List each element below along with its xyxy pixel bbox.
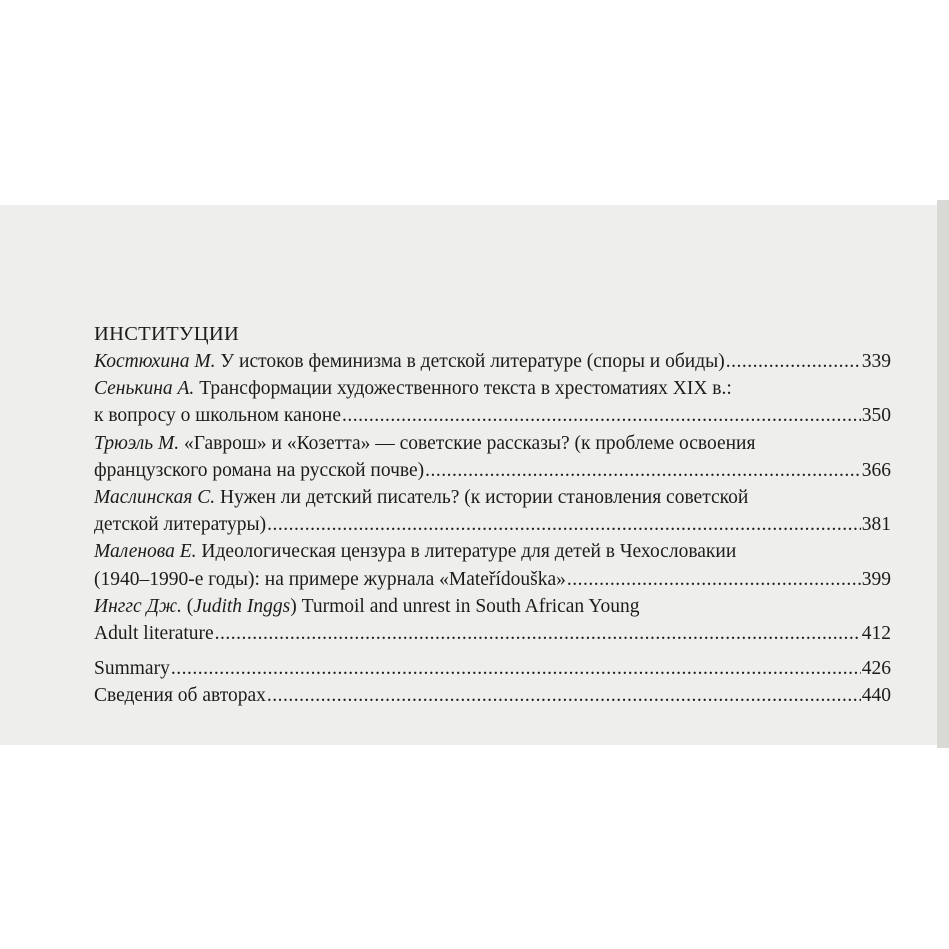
entry-title: «Гаврош» и «Козетта» — советские рассказы? (к проблеме освоения bbox=[183, 432, 756, 454]
dot-leader bbox=[567, 566, 861, 593]
dot-leader bbox=[726, 348, 861, 375]
dot-leader bbox=[171, 655, 861, 682]
toc-entry-malenova bbox=[94, 538, 891, 592]
entry-author-paren-open: ( bbox=[186, 595, 194, 617]
entry-author: Инггс Дж. bbox=[94, 595, 182, 617]
entry-author: Трюэль М. bbox=[94, 432, 180, 454]
entry-page-number: 366 bbox=[861, 459, 891, 481]
page-edge bbox=[937, 200, 949, 748]
entry-page-number: 350 bbox=[861, 405, 891, 427]
entry-page-number: 412 bbox=[861, 623, 891, 645]
dot-leader bbox=[342, 402, 861, 429]
dot-leader bbox=[267, 682, 861, 709]
entry-page-number: 426 bbox=[861, 658, 891, 680]
entry-page-number: 440 bbox=[861, 685, 891, 707]
toc-entry-summary bbox=[94, 655, 891, 682]
entry-author: Маслинская С. bbox=[94, 487, 216, 509]
entry-title-continued: детской литературы) bbox=[94, 514, 267, 536]
entry-page-number: 339 bbox=[861, 351, 891, 372]
toc-entry-senkina bbox=[94, 375, 891, 429]
toc-entry-maslinskaya bbox=[94, 484, 891, 538]
toc-entry-authors-info bbox=[94, 682, 891, 709]
toc-back-matter bbox=[94, 655, 891, 709]
dot-leader bbox=[267, 511, 861, 538]
entry-title: Идеологическая цензура в литературе для детей в Чехословакии bbox=[201, 541, 737, 563]
entry-author-paren-close: ) bbox=[290, 595, 297, 617]
dot-leader bbox=[215, 620, 861, 647]
toc-entry-truel bbox=[94, 430, 891, 484]
table-of-contents bbox=[94, 320, 891, 710]
entry-page-number: 381 bbox=[861, 514, 891, 536]
entry-label: Сведения об авторах bbox=[94, 685, 266, 707]
entry-title: Turmoil and unrest in South African Young bbox=[301, 595, 640, 617]
entry-author: Костюхина М. bbox=[94, 351, 216, 372]
entry-title-continued: французского романа на русской почве) bbox=[94, 459, 425, 481]
dot-leader bbox=[425, 457, 861, 484]
entry-author: Сенькина А. bbox=[94, 378, 195, 400]
toc-entry-kostyukhina bbox=[94, 348, 891, 375]
entry-title: Трансформации художественного текста в хрестоматиях XIX в.: bbox=[199, 378, 732, 400]
toc-entry-inggs bbox=[94, 593, 891, 647]
entry-title-continued: Adult literature bbox=[94, 623, 214, 645]
entry-title: Нужен ли детский писатель? (к истории становления советской bbox=[220, 487, 749, 509]
entry-author-alt: Judith Inggs bbox=[193, 595, 291, 617]
entry-title-continued: к вопросу о школьном каноне bbox=[94, 405, 341, 427]
entry-author: Маленова Е. bbox=[94, 541, 197, 563]
section-title: ИНСТИТУЦИИ bbox=[94, 323, 240, 345]
entry-label: Summary bbox=[94, 658, 170, 680]
entry-page-number: 399 bbox=[861, 568, 891, 590]
entry-title: У истоков феминизма в детской литературе (споры и обиды) bbox=[220, 351, 725, 372]
entry-title-continued: (1940–1990-е годы): на примере журнала «Mateřídouška» bbox=[94, 568, 566, 590]
